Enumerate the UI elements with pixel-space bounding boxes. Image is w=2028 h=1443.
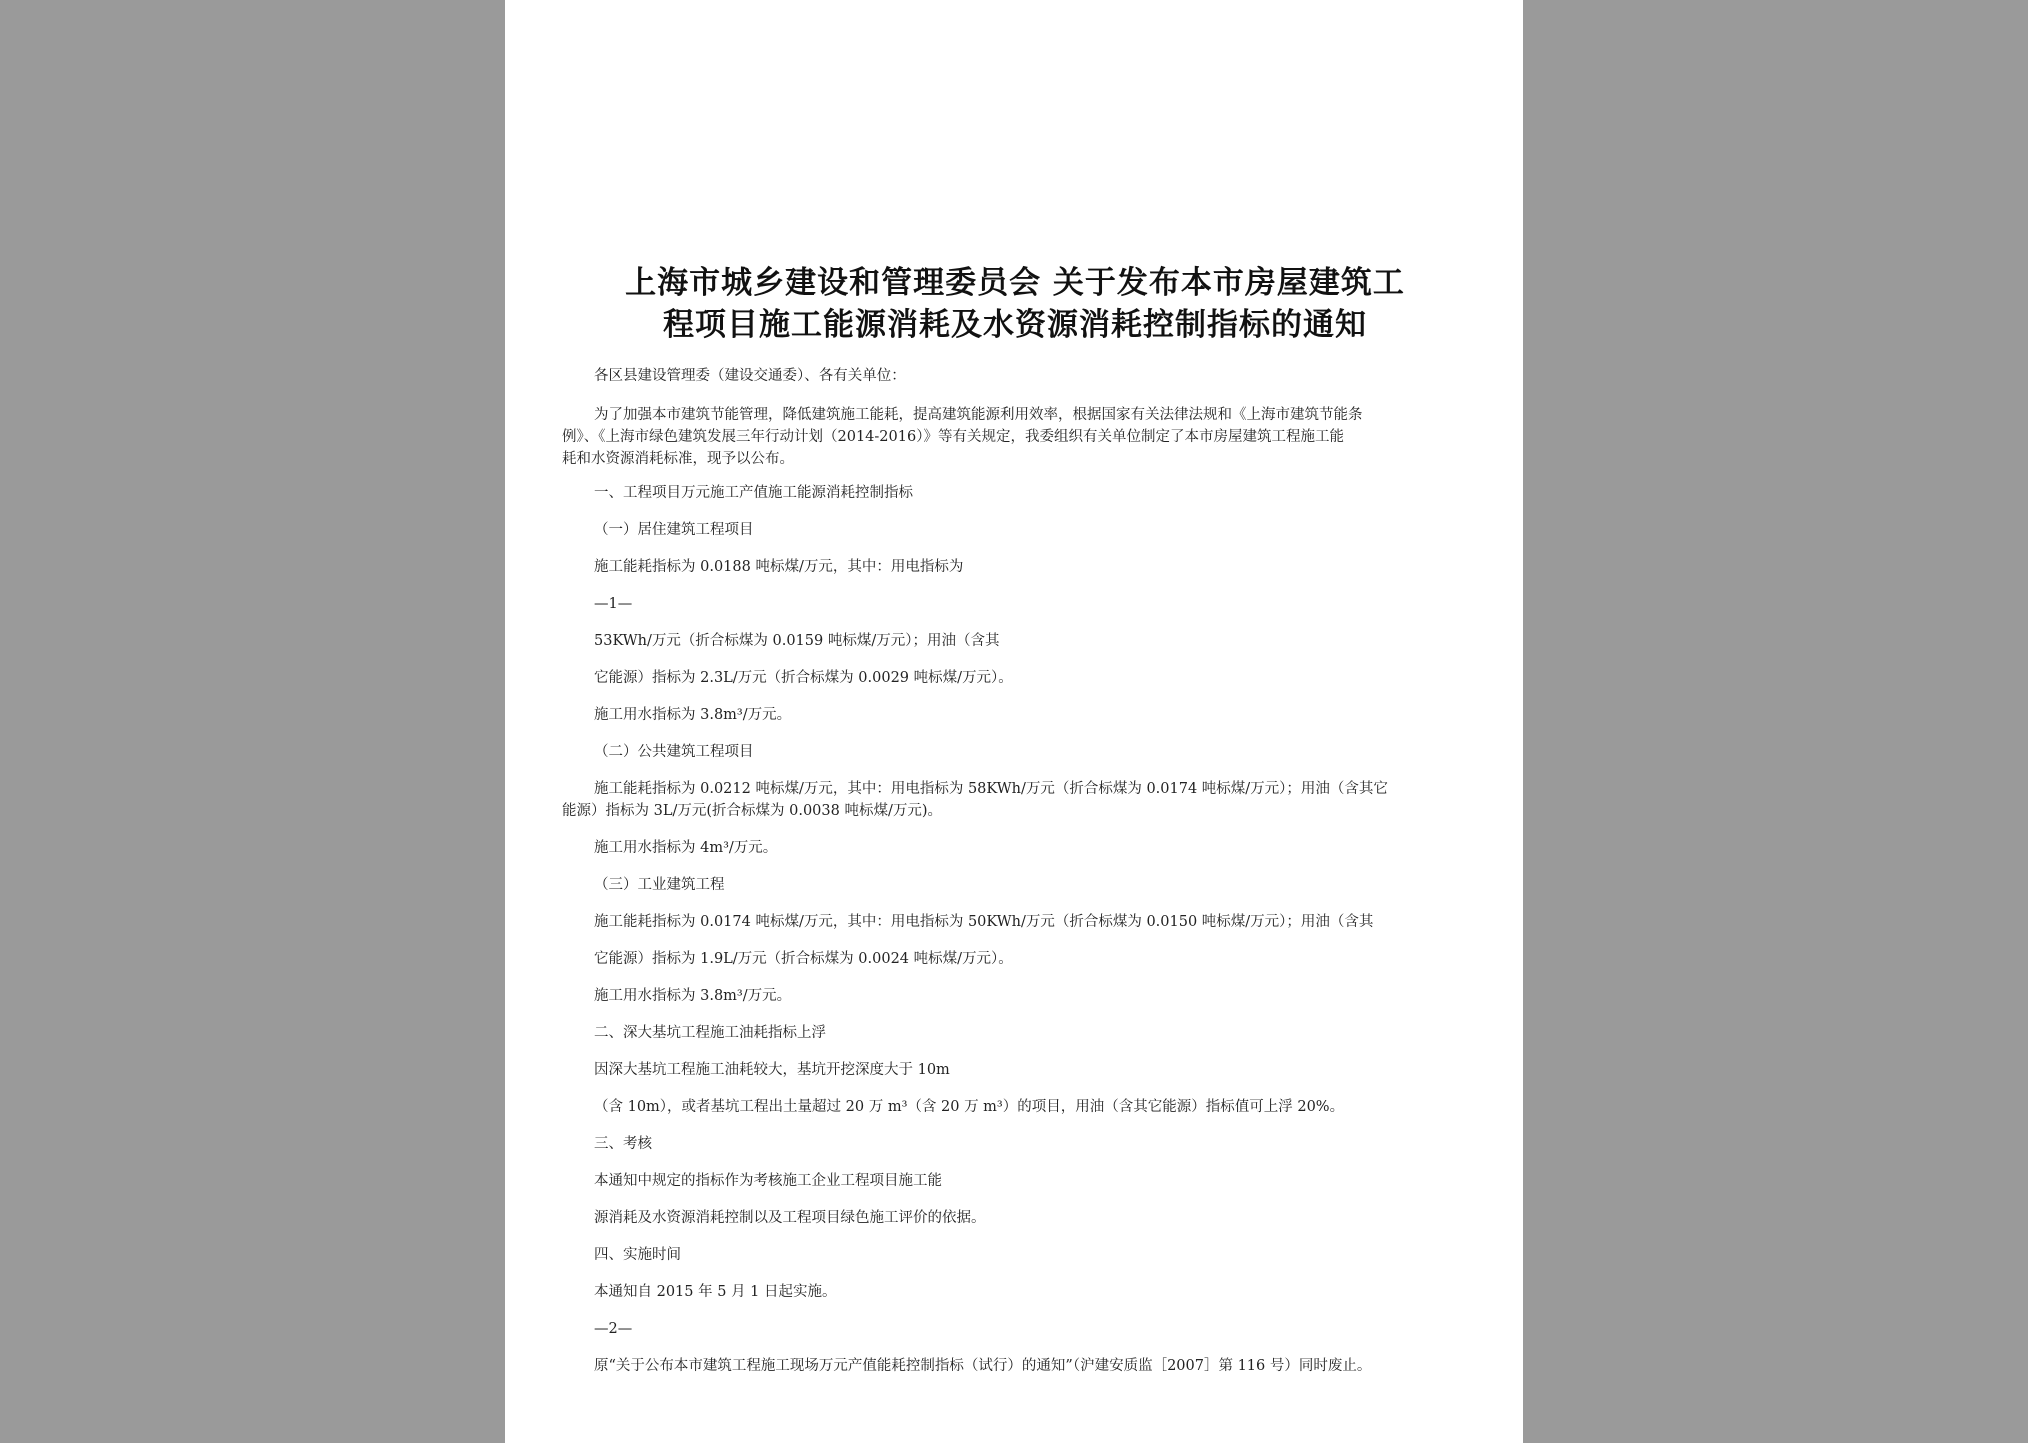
title-line-2: 程项目施工能源消耗及水资源消耗控制指标的通知 <box>663 307 1367 343</box>
section-2-line-2: （含 10m），或者基坑工程出土量超过 20 万 m³（含 20 万 m³）的项目，用油（含其它能源）指标值可上浮 20%。 <box>594 1099 1345 1115</box>
subsection-2-line-2: 能源）指标为 3L/万元(折合标煤为 0.0038 吨标煤/万元)。 <box>562 803 943 819</box>
subsection-2-water: 施工用水指标为 4m³/万元。 <box>594 840 778 856</box>
salutation: 各区县建设管理委（建设交通委）、各有关单位： <box>594 368 906 384</box>
subsection-1-line-2: 53KWh/万元（折合标煤为 0.0159 吨标煤/万元）；用油（含其 <box>594 633 1000 649</box>
section-4-heading: 四、实施时间 <box>594 1247 681 1263</box>
intro-line-3: 耗和水资源消耗标准，现予以公布。 <box>562 451 794 467</box>
section-3-heading: 三、考核 <box>594 1136 652 1152</box>
subsection-1-water: 施工用水指标为 3.8m³/万元。 <box>594 707 792 723</box>
subsection-3-line-2: 它能源）指标为 1.9L/万元（折合标煤为 0.0024 吨标煤/万元）。 <box>594 951 1013 967</box>
section-3-line-2: 源消耗及水资源消耗控制以及工程项目绿色施工评价的依据。 <box>594 1210 986 1226</box>
section-2-heading: 二、深大基坑工程施工油耗指标上浮 <box>594 1025 826 1041</box>
subsection-1-line-1: 施工能耗指标为 0.0188 吨标煤/万元，其中：用电指标为 <box>594 559 964 575</box>
section-4-line-1: 本通知自 2015 年 5 月 1 日起实施。 <box>594 1284 837 1300</box>
title-line-1: 上海市城乡建设和管理委员会 关于发布本市房屋建筑工 <box>625 265 1405 301</box>
closing-line: 原“关于公布本市建筑工程施工现场万元产值能耗控制指标（试行）的通知”（沪建安质监［2007］第 116 号）同时废止。 <box>594 1358 1372 1374</box>
page-marker-1: —1— <box>594 596 633 612</box>
document-title <box>545 262 1485 346</box>
subsection-1-heading: （一）居住建筑工程项目 <box>594 522 754 538</box>
page-marker-2: —2— <box>594 1321 633 1337</box>
subsection-2-heading: （二）公共建筑工程项目 <box>594 744 754 760</box>
subsection-3-line-1: 施工能耗指标为 0.0174 吨标煤/万元，其中：用电指标为 50KWh/万元（折合标煤为 0.0150 吨标煤/万元）；用油（含其 <box>594 914 1374 930</box>
intro-line-2: 例》、《上海市绿色建筑发展三年行动计划（2014-2016）》等有关规定，我委组织有关单位制定了本市房屋建筑工程施工能 <box>562 429 1344 445</box>
subsection-3-heading: （三）工业建筑工程 <box>594 877 725 893</box>
intro-line-1: 为了加强本市建筑节能管理，降低建筑施工能耗，提高建筑能源利用效率，根据国家有关法律法规和《上海市建筑节能条 <box>594 407 1363 423</box>
intro-paragraph <box>562 404 1467 470</box>
document-page <box>505 0 1523 1443</box>
section-2-line-1: 因深大基坑工程施工油耗较大，基坑开挖深度大于 10m <box>594 1062 950 1078</box>
subsection-2-line-1: 施工能耗指标为 0.0212 吨标煤/万元，其中：用电指标为 58KWh/万元（折合标煤为 0.0174 吨标煤/万元）；用油（含其它 <box>594 781 1388 797</box>
section-3-line-1: 本通知中规定的指标作为考核施工企业工程项目施工能 <box>594 1173 942 1189</box>
subsection-2-paragraph <box>562 778 1467 822</box>
subsection-1-line-3: 它能源）指标为 2.3L/万元（折合标煤为 0.0029 吨标煤/万元）。 <box>594 670 1013 686</box>
subsection-3-water: 施工用水指标为 3.8m³/万元。 <box>594 988 792 1004</box>
section-1-heading: 一、工程项目万元施工产值施工能源消耗控制指标 <box>594 485 913 501</box>
